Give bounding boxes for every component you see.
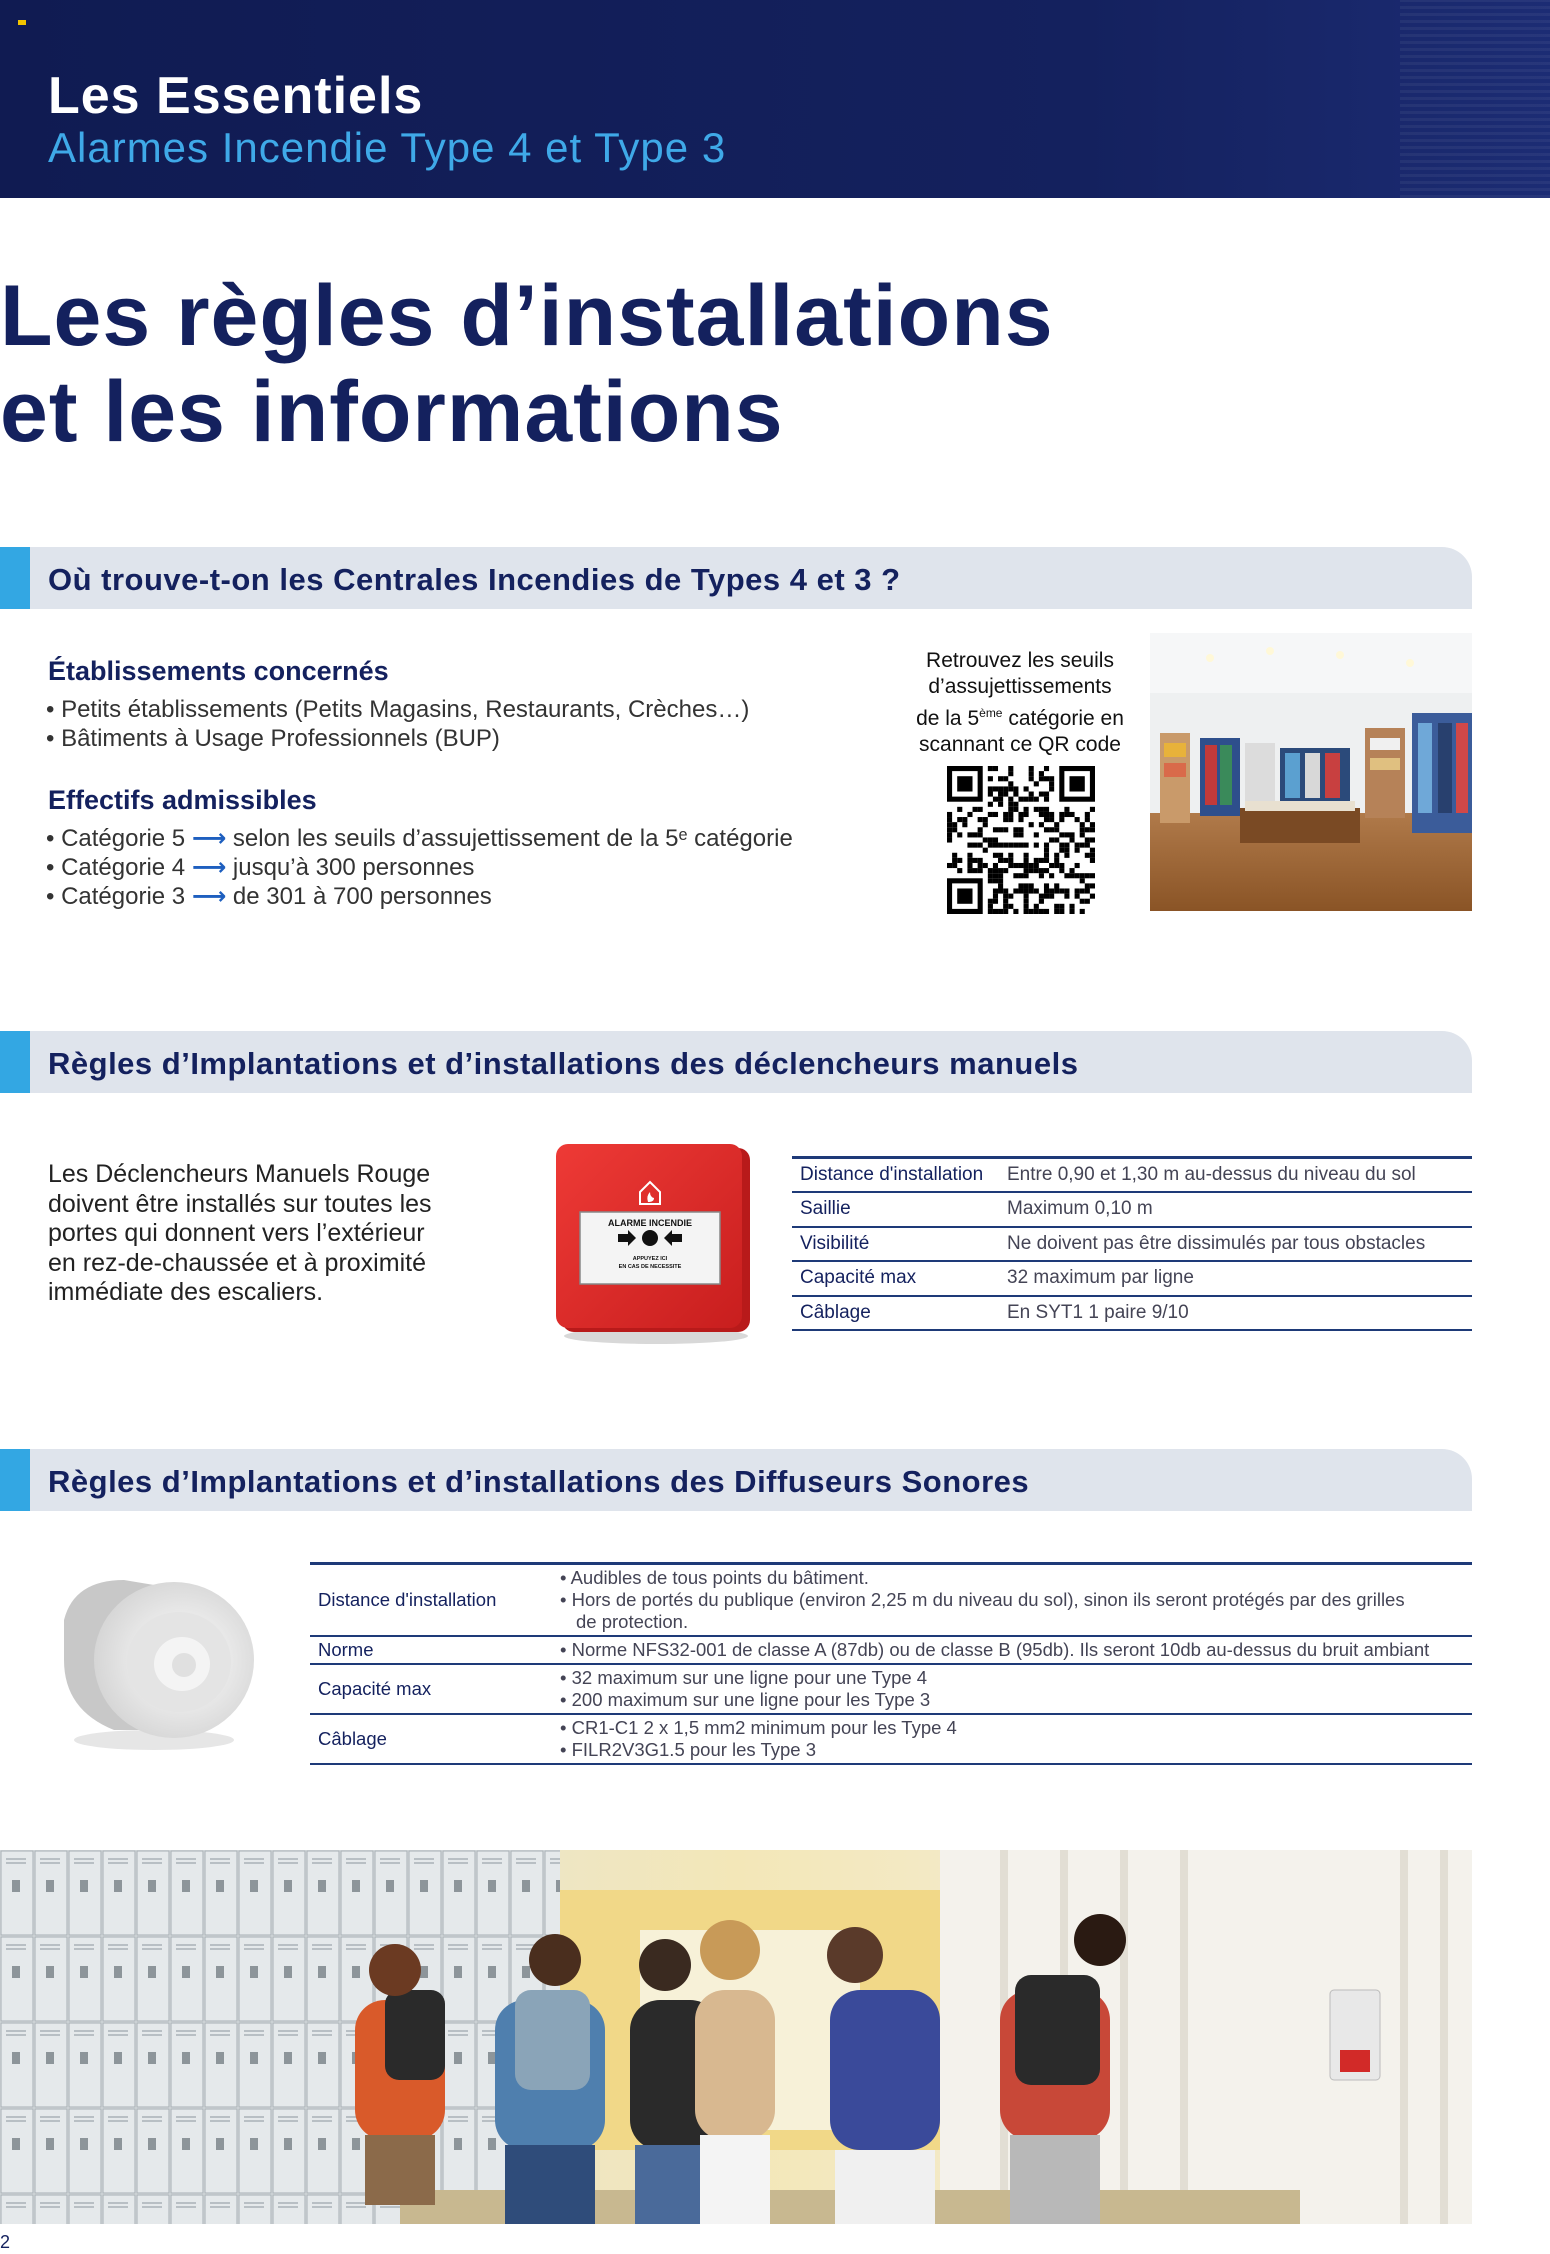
table-key: Visibilité	[800, 1232, 870, 1254]
header-subtitle: Alarmes Incendie Type 4 et Type 3	[48, 124, 727, 171]
section-accent	[0, 1031, 30, 1093]
table-value: Maximum 0,10 m	[1007, 1198, 1153, 1220]
effectifs-title: Effectifs admissibles	[48, 785, 317, 815]
list-item: • Bâtiments à Usage Professionnels (BUP)	[46, 725, 500, 752]
qr-caption	[900, 648, 1140, 758]
school-hallway-photo	[0, 1850, 1472, 2224]
table-key: Capacité max	[800, 1267, 917, 1289]
table-key: Norme	[318, 1639, 374, 1660]
page-title-line2: et les informations	[0, 364, 784, 460]
arrow-right-icon: ⟶	[191, 825, 227, 852]
table-row	[310, 1564, 1472, 1637]
qr-caption-line: scannant ce QR code	[919, 733, 1121, 756]
list-item: • Petits établissements (Petits Magasins, Restaurants, Crèches…)	[46, 696, 750, 723]
list-item	[46, 853, 793, 882]
manual-call-point-description: Les Déclencheurs Manuels Rouge doivent être installés sur toutes les portes qui donnent vers l’extérieur en rez-de-chaussée et à proximité immédiate des escaliers.	[48, 1160, 432, 1306]
table-value-line: • 32 maximum sur une ligne pour une Type 4	[560, 1667, 928, 1688]
section-accent	[0, 1449, 30, 1511]
table-value: Entre 0,90 et 1,30 m au-dessus du niveau du sol	[1007, 1164, 1416, 1185]
table-key: Saillie	[800, 1198, 851, 1220]
table-value-line: • Norme NFS32-001 de classe A (87db) ou de classe B (95db). Ils seront 10db au-dessus du bruit ambiant	[560, 1639, 1430, 1660]
section-heading: Règles d’Implantations et d’installations des déclencheurs manuels	[48, 1046, 1079, 1081]
category-label: • Catégorie 4	[46, 854, 186, 881]
qr-caption-sup: ème	[979, 706, 1003, 720]
qr-code[interactable]	[947, 766, 1095, 914]
establishments-list	[46, 695, 749, 753]
table-value: 32 maximum par ligne	[1007, 1267, 1194, 1289]
table-value	[560, 1714, 1472, 1764]
table-value-line: de protection.	[576, 1611, 689, 1632]
table-key: Capacité max	[318, 1678, 432, 1699]
effectifs-list	[46, 824, 793, 911]
qr-caption-line: Retrouvez les seuils	[926, 649, 1114, 672]
table-value-line: • FILR2V3G1.5 pour les Type 3	[560, 1739, 817, 1760]
header-banner	[0, 0, 1550, 198]
category-text: jusqu’à 300 personnes	[232, 854, 475, 881]
banner-decoration	[1400, 0, 1550, 198]
section-header-manual-call-points	[0, 1031, 1472, 1093]
list-item	[46, 824, 793, 853]
section-heading: Où trouve-t-on les Centrales Incendies de Types 4 et 3 ?	[48, 562, 901, 597]
section-accent	[0, 547, 30, 609]
category-label: • Catégorie 3	[46, 883, 186, 910]
table-value	[560, 1636, 1472, 1664]
page-number: 2	[0, 2232, 11, 2252]
arrow-right-icon: ⟶	[191, 854, 227, 881]
section-header-locations	[0, 547, 1472, 609]
section-heading: Règles d’Implantations et d’installations des Diffuseurs Sonores	[48, 1464, 1030, 1499]
table-value	[560, 1564, 1472, 1637]
table-row	[792, 1261, 1472, 1296]
device-small-text: APPUYEZ ICI	[632, 1256, 668, 1262]
category-text: selon les seuils d’assujettissement de la 5ᵉ catégorie	[232, 825, 793, 852]
section-header-sounders	[0, 1449, 1472, 1511]
establishments-title: Établissements concernés	[48, 656, 389, 686]
device-small-text: EN CAS DE NECESSITE	[618, 1264, 682, 1270]
table-row	[792, 1158, 1472, 1193]
table-value: En SYT1 1 paire 9/10	[1007, 1301, 1189, 1323]
qr-caption-part: catégorie en	[1002, 707, 1124, 730]
device-label: ALARME INCENDIE	[607, 1218, 693, 1228]
table-row	[310, 1714, 1472, 1764]
table-value-line: • 200 maximum sur une ligne pour les Type 3	[560, 1689, 931, 1710]
store-photo	[1150, 633, 1472, 911]
table-key: Distance d'installation	[318, 1589, 497, 1610]
table-row	[310, 1636, 1472, 1664]
manual-call-point-image	[548, 1140, 758, 1350]
category-text: de 301 à 700 personnes	[232, 883, 492, 910]
category-label: • Catégorie 5	[46, 825, 186, 852]
table-value-line: • CR1-C1 2 x 1,5 mm2 minimum pour les Type 4	[560, 1717, 957, 1738]
sounder-image	[44, 1560, 264, 1760]
table-value-line: • Hors de portés du publique (environ 2,25 m du niveau du sol), sinon ils seront protégés par des grilles	[560, 1589, 1405, 1610]
table-value	[560, 1664, 1472, 1714]
table-row	[792, 1192, 1472, 1227]
page-title-line1: Les règles d’installations	[0, 268, 1054, 364]
banner-mark	[18, 20, 26, 25]
table-row	[310, 1664, 1472, 1714]
qr-caption-line	[900, 700, 1140, 732]
qr-caption-part: de la 5	[916, 707, 980, 730]
table-row	[792, 1296, 1472, 1331]
arrow-right-icon: ⟶	[191, 883, 227, 910]
table-key: Distance d'installation	[800, 1164, 984, 1185]
manual-call-point-table	[792, 1156, 1472, 1331]
qr-caption-line: d’assujettissements	[928, 675, 1112, 698]
table-value-line: • Audibles de tous points du bâtiment.	[560, 1567, 869, 1588]
table-key: Câblage	[318, 1728, 387, 1749]
list-item	[46, 882, 793, 911]
table-value: Ne doivent pas être dissimulés par tous obstacles	[1007, 1232, 1426, 1254]
table-key: Câblage	[800, 1301, 871, 1323]
sounder-table	[310, 1562, 1472, 1765]
header-title: Les Essentiels	[48, 67, 424, 125]
table-row	[792, 1227, 1472, 1262]
page-title	[0, 268, 1054, 460]
